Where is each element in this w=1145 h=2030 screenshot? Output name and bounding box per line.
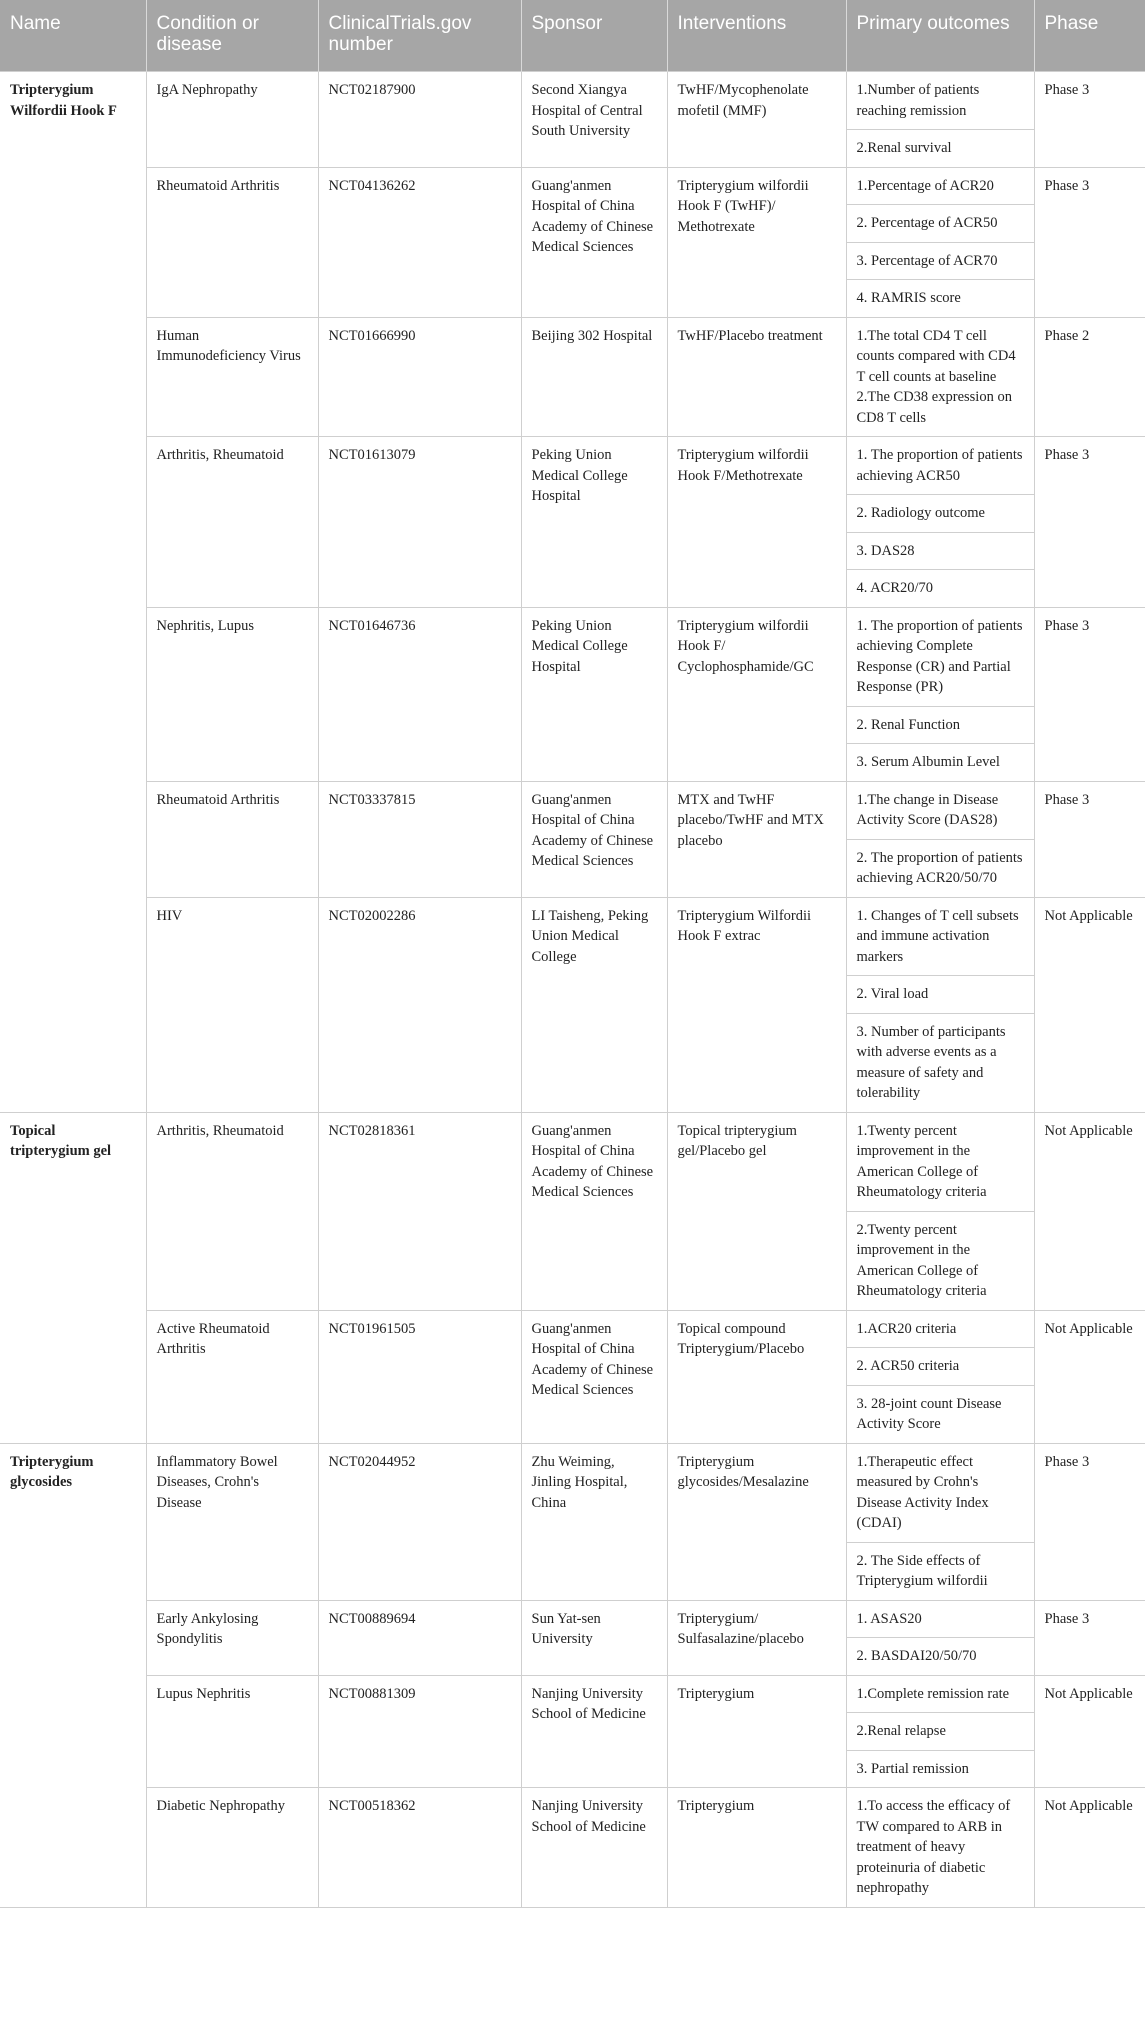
nct-number-cell: NCT04136262	[318, 167, 521, 317]
phase-cell: Phase 3	[1034, 607, 1145, 781]
outcome-item: 1. The proportion of patients achieving ACR50	[847, 437, 1034, 495]
header-primary-outcomes: Primary outcomes	[846, 0, 1034, 72]
primary-outcomes-cell	[846, 437, 1034, 608]
phase-cell: Phase 3	[1034, 781, 1145, 897]
table-row	[0, 607, 1145, 781]
primary-outcomes-cell	[846, 1112, 1034, 1310]
outcome-item: 1.Number of patients reaching remission	[847, 72, 1034, 130]
phase-cell: Phase 2	[1034, 317, 1145, 437]
condition-cell: Arthritis, Rheumatoid	[146, 437, 318, 608]
primary-outcomes-cell	[846, 1675, 1034, 1788]
primary-outcomes-cell	[846, 72, 1034, 168]
outcome-item: 2. ACR50 criteria	[847, 1348, 1034, 1386]
interventions-cell: Tripterygium wilfordii Hook F/Methotrexate	[667, 437, 846, 608]
primary-outcomes-cell	[846, 1788, 1034, 1908]
sponsor-cell: Guang'anmen Hospital of China Academy of Chinese Medical Sciences	[521, 781, 667, 897]
condition-cell: Rheumatoid Arthritis	[146, 781, 318, 897]
outcome-item: 2.Renal survival	[856, 140, 952, 156]
table-row	[0, 1310, 1145, 1443]
condition-cell: Inflammatory Bowel Diseases, Crohn's Disease	[146, 1443, 318, 1600]
interventions-cell: Tripterygium Wilfordii Hook F extrac	[667, 897, 846, 1112]
primary-outcomes-cell	[846, 897, 1034, 1112]
header-nct-number: ClinicalTrials.gov number	[318, 0, 521, 72]
nct-number-cell: NCT01961505	[318, 1310, 521, 1443]
condition-cell: Arthritis, Rheumatoid	[146, 1112, 318, 1310]
interventions-cell: Tripterygium wilfordii Hook F (TwHF)/ Methotrexate	[667, 167, 846, 317]
nct-number-cell: NCT02044952	[318, 1443, 521, 1600]
table-row	[0, 437, 1145, 608]
nct-number-cell: NCT01646736	[318, 607, 521, 781]
nct-number-cell: NCT02187900	[318, 72, 521, 168]
table-row	[0, 167, 1145, 317]
condition-cell: HIV	[146, 897, 318, 1112]
condition-cell: Early Ankylosing Spondylitis	[146, 1600, 318, 1675]
outcome-item: 2. Radiology outcome	[847, 495, 1034, 533]
outcome-item: 1.Therapeutic effect measured by Crohn's Disease Activity Index (CDAI)	[847, 1444, 1034, 1543]
sponsor-cell: Nanjing University School of Medicine	[521, 1788, 667, 1908]
outcome-item: 1.The change in Disease Activity Score (DAS28)	[847, 782, 1034, 840]
header-sponsor: Sponsor	[521, 0, 667, 72]
drug-name-cell: Topical tripterygium gel	[0, 1112, 146, 1443]
table-row	[0, 1443, 1145, 1600]
table-row	[0, 317, 1145, 437]
table-row	[0, 781, 1145, 897]
sponsor-cell: Guang'anmen Hospital of China Academy of Chinese Medical Sciences	[521, 1310, 667, 1443]
primary-outcomes-cell	[846, 781, 1034, 897]
interventions-cell: TwHF/Mycophenolate mofetil (MMF)	[667, 72, 846, 168]
interventions-cell: Tripterygium wilfordii Hook F/ Cyclophosphamide/GC	[667, 607, 846, 781]
interventions-cell: Tripterygium/ Sulfasalazine/placebo	[667, 1600, 846, 1675]
primary-outcomes-cell	[846, 167, 1034, 317]
outcome-item: 1.Twenty percent improvement in the American College of Rheumatology criteria	[847, 1113, 1034, 1212]
outcome-item: 1.The total CD4 T cell counts compared with CD4 T cell counts at baseline 2.The CD38 expression on CD8 T cells	[856, 327, 1016, 426]
phase-cell: Not Applicable	[1034, 1675, 1145, 1788]
sponsor-cell: Guang'anmen Hospital of China Academy of Chinese Medical Sciences	[521, 1112, 667, 1310]
phase-cell: Not Applicable	[1034, 897, 1145, 1112]
header-condition: Condition or disease	[146, 0, 318, 72]
primary-outcomes-cell	[846, 1310, 1034, 1443]
sponsor-cell: Peking Union Medical College Hospital	[521, 437, 667, 608]
table-row	[0, 72, 1145, 168]
nct-number-cell: NCT01666990	[318, 317, 521, 437]
outcome-item: 1.Complete remission rate	[847, 1676, 1034, 1714]
nct-number-cell: NCT02818361	[318, 1112, 521, 1310]
outcome-item: 3. Percentage of ACR70	[847, 243, 1034, 281]
outcome-item: 1. The proportion of patients achieving Complete Response (CR) and Partial Response (PR)	[847, 608, 1034, 707]
outcome-item: 1.Percentage of ACR20	[847, 168, 1034, 206]
interventions-cell: Tripterygium	[667, 1675, 846, 1788]
interventions-cell: MTX and TwHF placebo/TwHF and MTX placebo	[667, 781, 846, 897]
condition-cell: Active Rheumatoid Arthritis	[146, 1310, 318, 1443]
nct-number-cell: NCT00881309	[318, 1675, 521, 1788]
condition-cell: Rheumatoid Arthritis	[146, 167, 318, 317]
outcome-item: 1. Changes of T cell subsets and immune activation markers	[847, 898, 1034, 977]
outcome-item: 2.Renal relapse	[847, 1713, 1034, 1751]
outcome-item: 2. BASDAI20/50/70	[856, 1648, 977, 1664]
outcome-item: 2. The Side effects of Tripterygium wilfordii	[856, 1552, 988, 1589]
phase-cell: Phase 3	[1034, 1443, 1145, 1600]
sponsor-cell: Zhu Weiming, Jinling Hospital, China	[521, 1443, 667, 1600]
sponsor-cell: Beijing 302 Hospital	[521, 317, 667, 437]
nct-number-cell: NCT02002286	[318, 897, 521, 1112]
outcome-item: 3. DAS28	[847, 533, 1034, 571]
sponsor-cell: Nanjing University School of Medicine	[521, 1675, 667, 1788]
nct-number-cell: NCT03337815	[318, 781, 521, 897]
drug-name-cell: Tripterygium Wilfordii Hook F	[0, 72, 146, 1113]
outcome-item: 2. Renal Function	[847, 707, 1034, 745]
drug-name-cell: Tripterygium glycosides	[0, 1443, 146, 1907]
outcome-item: 3. 28-joint count Disease Activity Score	[856, 1395, 1002, 1432]
outcome-item: 2. Viral load	[847, 976, 1034, 1014]
table-body	[0, 72, 1145, 1908]
outcome-item: 2.Twenty percent improvement in the American College of Rheumatology criteria	[856, 1221, 987, 1299]
outcome-item: 2. The proportion of patients achieving ACR20/50/70	[856, 849, 1023, 886]
interventions-cell: TwHF/Placebo treatment	[667, 317, 846, 437]
header-name: Name	[0, 0, 146, 72]
outcome-item: 3. Number of participants with adverse events as a measure of safety and tolerability	[856, 1023, 1006, 1101]
sponsor-cell: Peking Union Medical College Hospital	[521, 607, 667, 781]
table-row	[0, 1675, 1145, 1788]
table-row	[0, 1600, 1145, 1675]
phase-cell: Not Applicable	[1034, 1112, 1145, 1310]
outcome-item: 3. Partial remission	[856, 1760, 969, 1777]
outcome-item: 1. ASAS20	[847, 1601, 1034, 1639]
outcome-item: 4. RAMRIS score	[856, 290, 961, 306]
table-row	[0, 1112, 1145, 1310]
outcome-item: 2. Percentage of ACR50	[847, 205, 1034, 243]
table-row	[0, 897, 1145, 1112]
condition-cell: IgA Nephropathy	[146, 72, 318, 168]
outcome-item: 1.To access the efficacy of TW compared to ARB in treatment of heavy proteinuria of diabetic nephropathy	[856, 1798, 1011, 1896]
table-row	[0, 1788, 1145, 1908]
interventions-cell: Topical compound Tripterygium/Placebo	[667, 1310, 846, 1443]
condition-cell: Human Immunodeficiency Virus	[146, 317, 318, 437]
phase-cell: Phase 3	[1034, 72, 1145, 168]
outcome-item: 4. ACR20/70	[856, 580, 934, 596]
interventions-cell: Topical tripterygium gel/Placebo gel	[667, 1112, 846, 1310]
sponsor-cell: Second Xiangya Hospital of Central South University	[521, 72, 667, 168]
condition-cell: Nephritis, Lupus	[146, 607, 318, 781]
nct-number-cell: NCT00889694	[318, 1600, 521, 1675]
header-interventions: Interventions	[667, 0, 846, 72]
outcome-item: 3. Serum Albumin Level	[856, 754, 1000, 770]
sponsor-cell: Guang'anmen Hospital of China Academy of Chinese Medical Sciences	[521, 167, 667, 317]
header-row	[0, 0, 1145, 72]
phase-cell: Not Applicable	[1034, 1788, 1145, 1908]
condition-cell: Diabetic Nephropathy	[146, 1788, 318, 1908]
table-header	[0, 0, 1145, 72]
header-phase: Phase	[1034, 0, 1145, 72]
phase-cell: Phase 3	[1034, 1600, 1145, 1675]
sponsor-cell: Sun Yat-sen University	[521, 1600, 667, 1675]
phase-cell: Phase 3	[1034, 437, 1145, 608]
phase-cell: Not Applicable	[1034, 1310, 1145, 1443]
primary-outcomes-cell	[846, 317, 1034, 437]
primary-outcomes-cell	[846, 1443, 1034, 1600]
nct-number-cell: NCT01613079	[318, 437, 521, 608]
interventions-cell: Tripterygium glycosides/Mesalazine	[667, 1443, 846, 1600]
condition-cell: Lupus Nephritis	[146, 1675, 318, 1788]
sponsor-cell: LI Taisheng, Peking Union Medical College	[521, 897, 667, 1112]
nct-number-cell: NCT00518362	[318, 1788, 521, 1908]
phase-cell: Phase 3	[1034, 167, 1145, 317]
interventions-cell: Tripterygium	[667, 1788, 846, 1908]
primary-outcomes-cell	[846, 607, 1034, 781]
outcome-item: 1.ACR20 criteria	[847, 1311, 1034, 1349]
primary-outcomes-cell	[846, 1600, 1034, 1675]
